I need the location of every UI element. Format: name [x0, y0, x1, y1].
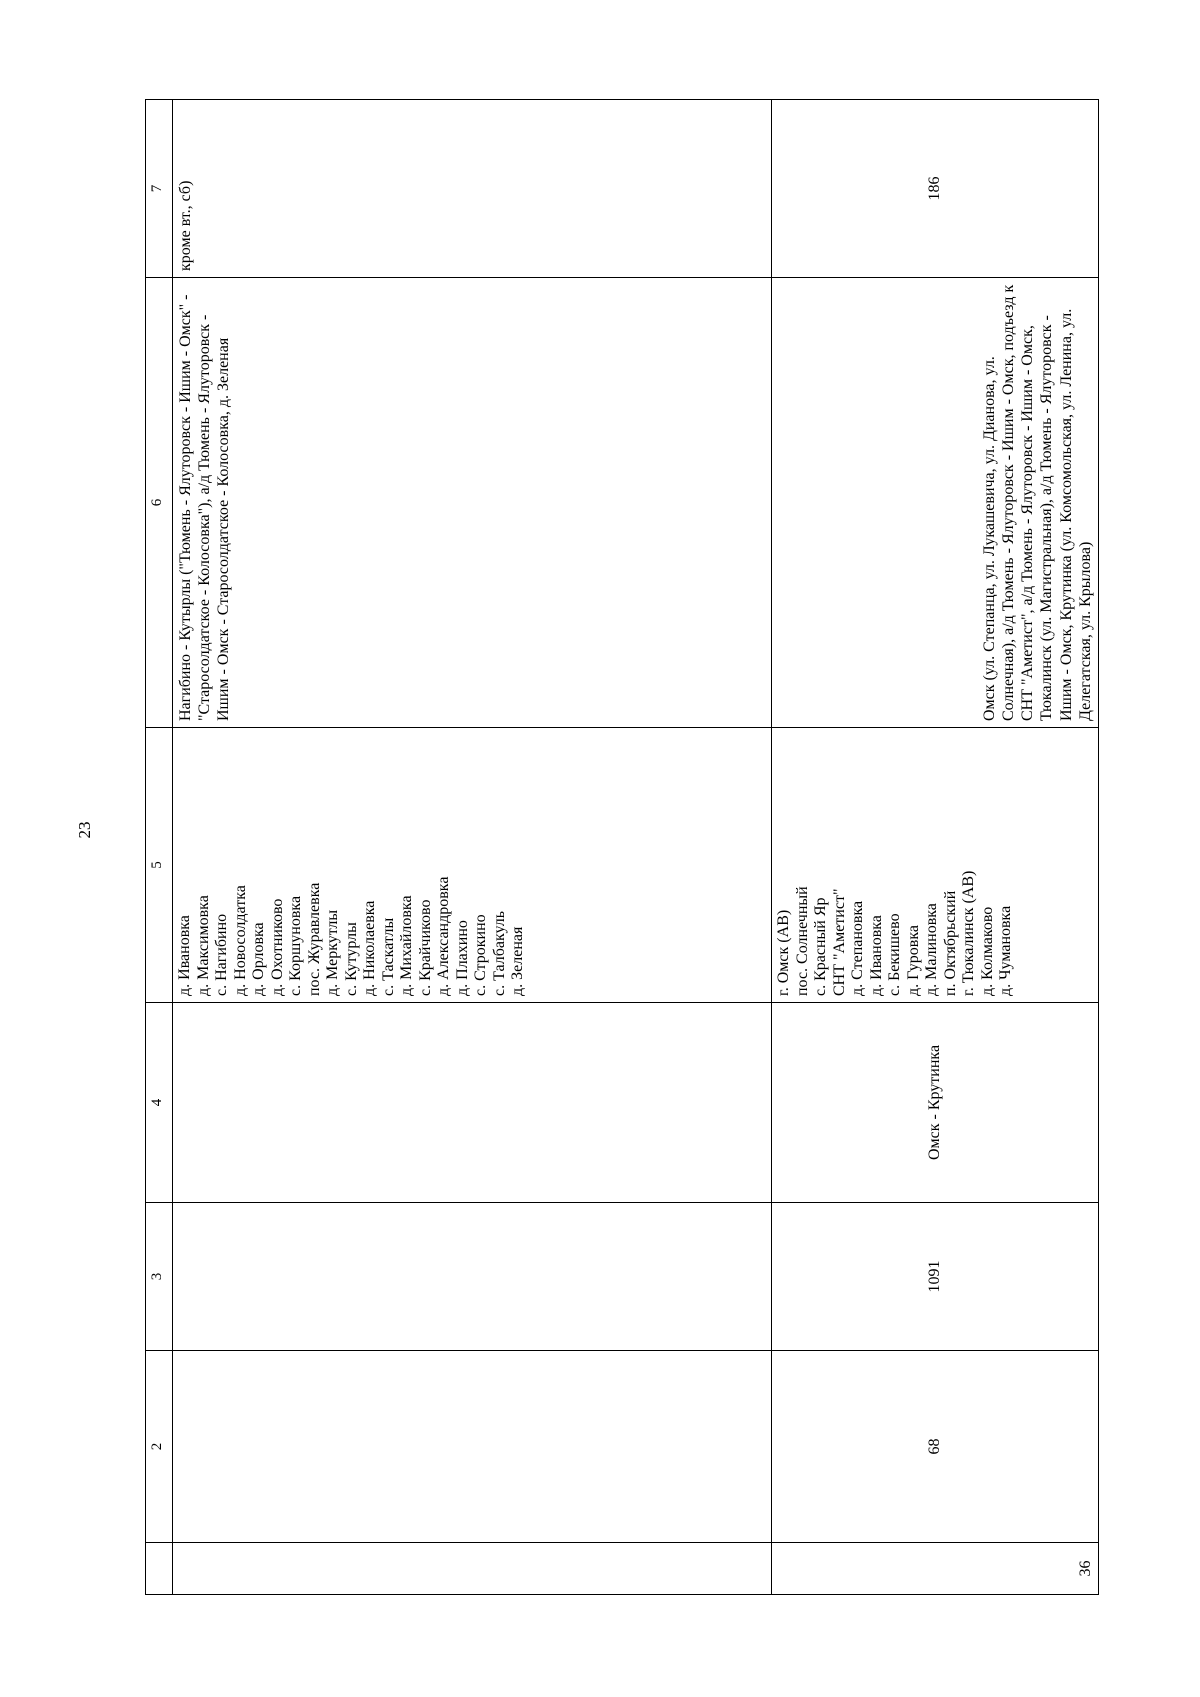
stop-item: с. Талбакуль	[490, 910, 508, 996]
cell-col-1: 36	[772, 1543, 1099, 1595]
cell-col-3	[173, 1203, 772, 1351]
stop-item: д. Ивановка	[176, 915, 193, 996]
stop-item: д. Малиновка	[923, 903, 940, 996]
cell-route: Омск (ул. Степанца, ул. Лукашевича, ул. Дианова, ул. Солнечная), а/д Тюмень - Ялуторовск - Ишим - Омск, подъезд к СНТ "Аметист", а/д Тюмень - Ялуторовск - Ишим - Омск, Тюкалинск (ул. Магистральная), а/д Тюмень - Ялуторовск - Ишим - Омск, Крутинка (ул. Комсомольская, ул. Ленина, ул. Делегатская, ул. Крылова)	[772, 278, 1099, 728]
stop-item: с. Нагибино	[213, 913, 230, 996]
cell-col-3: 1091	[772, 1203, 1099, 1351]
stop-item: д. Гуровка	[904, 925, 922, 996]
header-col-3: 3	[146, 1203, 173, 1351]
cell-col-2	[173, 1351, 772, 1543]
stop-item: д. Александровка	[435, 876, 452, 996]
header-col-4: 4	[146, 1003, 173, 1203]
cell-route: Нагибино - Кутырлы ("Тюмень - Ялуторовск - Ишим - Омск" - "Старосолдатское - Колосовка"), а/д Тюмень - Ялуторовск - Ишим - Омск - Старосолдатское - Колосовка, д. Зеленая	[173, 278, 772, 728]
page-number: 23	[75, 821, 94, 839]
stops-list	[176, 734, 528, 996]
stop-item: д. Колмаково	[978, 906, 996, 996]
stop-item: г. Тюкалинск (АВ)	[960, 870, 977, 996]
stop-item: д. Михайловка	[398, 895, 415, 996]
header-col-5: 5	[146, 728, 173, 1003]
stop-item: д. Новосолдатка	[231, 885, 249, 996]
stop-item: с. Крайчиково	[416, 899, 434, 996]
stop-item: с. Таскатлы	[379, 917, 397, 996]
route-table-rotated	[145, 100, 1094, 1595]
route-table	[145, 99, 1099, 1595]
stop-item: д. Ивановка	[867, 915, 885, 996]
header-col-2: 2	[146, 1351, 173, 1543]
table-row	[772, 100, 1099, 1595]
stop-item: д. Степановка	[849, 900, 866, 996]
stop-item: с. Кутурлы	[342, 922, 360, 996]
cell-schedule: 186	[772, 100, 1099, 278]
stop-item: д. Плахино	[453, 920, 471, 996]
cell-schedule: кроме вт., сб)	[173, 100, 772, 278]
stop-item: п. Октябрьский	[941, 890, 959, 996]
cell-col-2: 68	[772, 1351, 1099, 1543]
stop-item: с. Строкино	[472, 914, 489, 996]
header-col-1	[146, 1543, 173, 1595]
stop-item: д. Чумановка	[997, 905, 1014, 996]
cell-col-4	[173, 1003, 772, 1203]
stop-item: д. Николаевка	[361, 900, 378, 996]
stop-item: д. Охотниково	[268, 898, 286, 996]
stop-item: д. Максимовка	[194, 895, 212, 996]
stop-item: пос. Солнечный	[793, 886, 811, 996]
stops-list	[775, 734, 1016, 996]
stop-item: д. Меркутлы	[324, 909, 341, 996]
route-table-wrapper	[145, 100, 1094, 1595]
stop-item: СНТ "Аметист"	[830, 888, 848, 996]
stop-item: с. Коршуновка	[287, 895, 304, 996]
cell-stops	[772, 728, 1099, 1003]
stop-item: с. Бекишево	[886, 913, 903, 996]
stop-item: д. Орловка	[250, 922, 267, 996]
cell-col-4: Омск - Крутинка	[772, 1003, 1099, 1203]
stop-item: с. Красный Яр	[812, 897, 829, 996]
stop-item: г. Омск (АВ)	[775, 909, 792, 996]
cell-col-1	[173, 1543, 772, 1595]
stop-item: пос. Журавлевка	[305, 882, 323, 996]
table-row	[173, 100, 772, 1595]
stop-item: д. Зеленая	[509, 926, 526, 996]
header-col-6: 6	[146, 278, 173, 728]
header-row	[146, 100, 173, 1595]
header-col-7: 7	[146, 100, 173, 278]
cell-stops	[173, 728, 772, 1003]
